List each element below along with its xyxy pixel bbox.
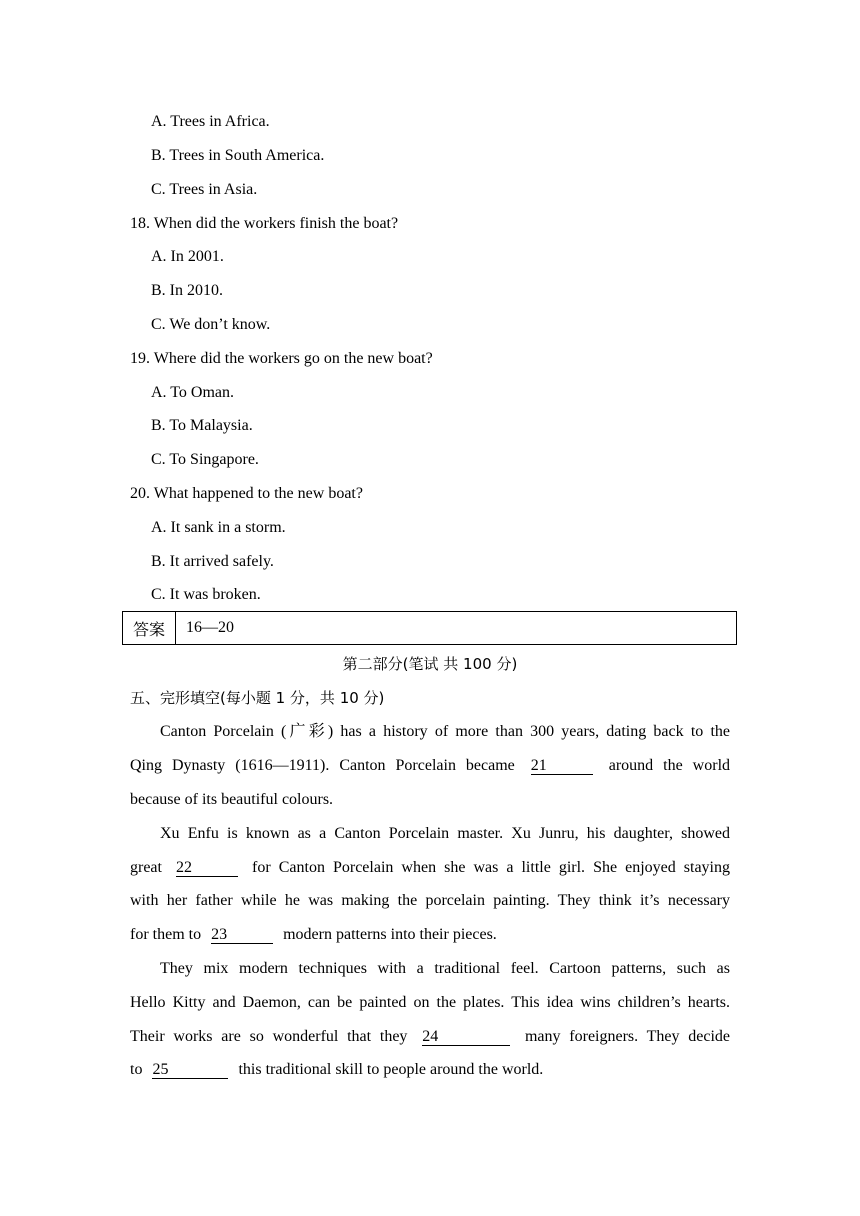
q19-question: 19. Where did the workers go on the new boat? [130, 350, 433, 367]
passage-p3-line2: Hello Kitty and Daemon, can be painted on the plates. This idea wins children’s hearts. [130, 994, 730, 1011]
passage-text: many foreigners. They decide [524, 1028, 731, 1045]
passage-p1-line3: because of its beautiful colours. [130, 791, 334, 808]
passage-p2-line2 [130, 858, 730, 878]
q17-option-b: B. Trees in South America. [151, 147, 325, 164]
passage-p3-line3 [130, 1027, 730, 1047]
passage-text: modern patterns into their pieces. [283, 926, 497, 943]
passage-p2-line1: Xu Enfu is known as a Canton Porcelain master. Xu Junru, his daughter, showed [160, 825, 730, 842]
q19-option-b: B. To Malaysia. [151, 417, 253, 434]
q20-question: 20. What happened to the new boat? [130, 485, 363, 502]
passage-p2-line3: with her father while he was making the porcelain painting. They think it’s necessary [130, 892, 730, 909]
q18-option-a: A. In 2001. [151, 248, 224, 265]
passage-text: this traditional skill to people around the world. [238, 1061, 544, 1078]
q20-option-b: B. It arrived safely. [151, 553, 274, 570]
passage-p1-line1: Canton Porcelain (广彩) has a history of more than 300 years, dating back to the [160, 723, 730, 740]
q17-option-a: A. Trees in Africa. [151, 113, 270, 130]
passage-text: Qing Dynasty (1616—1911). Canton Porcelain became [130, 757, 515, 774]
passage-p3-line4 [130, 1060, 730, 1080]
part2-heading: 第二部分(笔试 共 100 分) [342, 655, 518, 673]
blank-21: 21 [531, 758, 593, 775]
answer-table [122, 611, 737, 645]
blank-22: 22 [176, 860, 238, 877]
blank-24: 24 [422, 1029, 510, 1046]
passage-text: Their works are so wonderful that they [130, 1028, 408, 1045]
section5-heading: 五、完形填空(每小题 1 分，共 10 分) [130, 689, 385, 707]
q19-option-c: C. To Singapore. [151, 451, 259, 468]
q20-option-c: C. It was broken. [151, 586, 261, 603]
q17-option-c: C. Trees in Asia. [151, 181, 258, 198]
q19-option-a: A. To Oman. [151, 384, 235, 401]
passage-p2-line4 [130, 925, 730, 945]
answer-table-value: 16—20 [186, 619, 234, 636]
blank-25: 25 [152, 1062, 228, 1079]
passage-text: around the world [608, 757, 731, 774]
q20-option-a: A. It sank in a storm. [151, 519, 286, 536]
passage-text: for Canton Porcelain when she was a little girl. She enjoyed staying [252, 859, 731, 876]
answer-table-label: 答案 [123, 612, 176, 644]
blank-23: 23 [211, 927, 273, 944]
passage-text: for them to [130, 926, 202, 943]
passage-text: to [130, 1061, 143, 1078]
passage-text: great [130, 859, 162, 876]
passage-p1-line2 [130, 756, 730, 776]
q18-option-c: C. We don’t know. [151, 316, 271, 333]
q18-option-b: B. In 2010. [151, 282, 223, 299]
passage-p3-line1: They mix modern techniques with a traditional feel. Cartoon patterns, such as [160, 960, 730, 977]
q18-question: 18. When did the workers finish the boat? [130, 215, 399, 232]
